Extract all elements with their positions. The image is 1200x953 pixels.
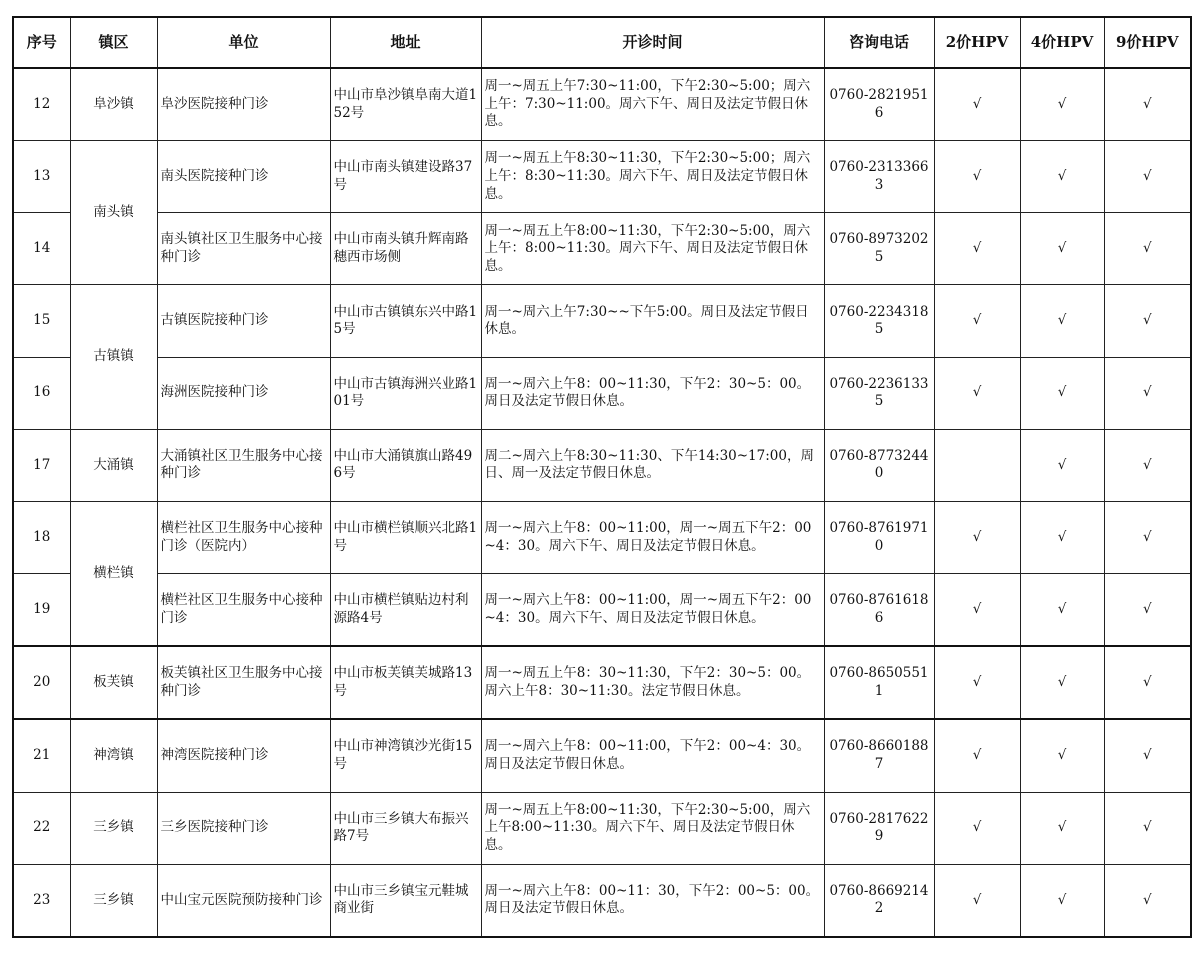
table-row [13,719,1191,792]
address-cell: 中山市三乡镇宝元鞋城商业街 [330,864,481,937]
hpv2-check: √ [934,792,1020,864]
unit-cell: 南头医院接种门诊 [157,141,330,213]
unit-cell: 大涌镇社区卫生服务中心接种门诊 [157,429,330,501]
table-row [13,285,1191,357]
hpv4-check: √ [1020,646,1104,719]
hpv4-check: √ [1020,501,1104,573]
table-row [13,864,1191,937]
hours-cell: 周一~周六上午8：00~11:30，下午2：30~5：00。周日及法定节假日休息。 [481,357,824,429]
hours-cell: 周一~周六上午8：00~11:00，周一~周五下午2：00~4：30。周六下午、周日及法定节假日休息。 [481,574,824,647]
hpv4-check: √ [1020,68,1104,141]
town-cell: 横栏镇 [70,501,157,646]
hpv2-check: √ [934,646,1020,719]
phone-cell: 0760-87619710 [824,501,934,573]
hpv4-check: √ [1020,792,1104,864]
hpv9-check: √ [1104,792,1191,864]
row-number: 14 [13,213,70,285]
hpv4-check: √ [1020,213,1104,285]
unit-cell: 三乡医院接种门诊 [157,792,330,864]
header-no: 序号 [13,17,70,68]
address-cell: 中山市南头镇建设路37号 [330,141,481,213]
table-row [13,213,1191,285]
town-cell: 板芙镇 [70,646,157,719]
row-number: 19 [13,574,70,647]
town-cell: 三乡镇 [70,864,157,937]
address-cell: 中山市神湾镇沙光街15号 [330,719,481,792]
hpv2-check [934,429,1020,501]
row-number: 18 [13,501,70,573]
hpv4-check: √ [1020,285,1104,357]
hours-cell: 周二~周六上午8:30~11:30、下午14:30~17:00，周日、周一及法定节假日休息。 [481,429,824,501]
hours-cell: 周一~周五上午8：30~11:30，下午2：30~5：00。周六上午8：30~11:30。法定节假日休息。 [481,646,824,719]
header-hours: 开诊时间 [481,17,824,68]
hpv2-check: √ [934,719,1020,792]
phone-cell: 0760-22361335 [824,357,934,429]
town-cell: 南头镇 [70,141,157,285]
unit-cell: 横栏社区卫生服务中心接种门诊（医院内） [157,501,330,573]
town-cell: 三乡镇 [70,792,157,864]
hpv9-check: √ [1104,429,1191,501]
hours-cell: 周一~周五上午8:00~11:30，下午2:30~5:00，周六上午8:00~11:30。周六下午、周日及法定节假日休息。 [481,792,824,864]
phone-cell: 0760-28176229 [824,792,934,864]
hpv9-check: √ [1104,141,1191,213]
unit-cell: 海洲医院接种门诊 [157,357,330,429]
address-cell: 中山市横栏镇贴边村利源路4号 [330,574,481,647]
vaccination-clinic-table [12,16,1192,938]
hpv9-check: √ [1104,574,1191,647]
unit-cell: 神湾医院接种门诊 [157,719,330,792]
phone-cell: 0760-86601887 [824,719,934,792]
unit-cell: 阜沙医院接种门诊 [157,68,330,141]
header-unit: 单位 [157,17,330,68]
table-row [13,574,1191,647]
hpv4-check: √ [1020,141,1104,213]
hpv4-check: √ [1020,357,1104,429]
hpv4-check: √ [1020,574,1104,647]
header-address: 地址 [330,17,481,68]
hours-cell: 周一~周五上午8:30~11:30，下午2:30~5:00；周六上午：8:30~11:30。周六下午、周日及法定节假日休息。 [481,141,824,213]
header-hpv9: 9价HPV [1104,17,1191,68]
hpv2-check: √ [934,501,1020,573]
address-cell: 中山市三乡镇大布振兴路7号 [330,792,481,864]
hpv9-check: √ [1104,357,1191,429]
hpv9-check: √ [1104,646,1191,719]
hpv4-check: √ [1020,429,1104,501]
address-cell: 中山市南头镇升辉南路穗西市场侧 [330,213,481,285]
address-cell: 中山市古镇海洲兴业路101号 [330,357,481,429]
phone-cell: 0760-86505511 [824,646,934,719]
phone-cell: 0760-22343185 [824,285,934,357]
row-number: 20 [13,646,70,719]
unit-cell: 古镇医院接种门诊 [157,285,330,357]
header-row [13,17,1191,68]
phone-cell: 0760-89732025 [824,213,934,285]
hpv2-check: √ [934,864,1020,937]
table-row [13,68,1191,141]
header-town: 镇区 [70,17,157,68]
hpv2-check: √ [934,68,1020,141]
phone-cell: 0760-23133663 [824,141,934,213]
hpv4-check: √ [1020,864,1104,937]
town-cell: 阜沙镇 [70,68,157,141]
hpv2-check: √ [934,141,1020,213]
unit-cell: 板芙镇社区卫生服务中心接种门诊 [157,646,330,719]
hpv2-check: √ [934,357,1020,429]
hpv4-check: √ [1020,719,1104,792]
address-cell: 中山市古镇镇东兴中路15号 [330,285,481,357]
hpv2-check: √ [934,574,1020,647]
hours-cell: 周一~周六上午8：00~11:00，下午2：00~4：30。周日及法定节假日休息。 [481,719,824,792]
hpv9-check: √ [1104,68,1191,141]
unit-cell: 横栏社区卫生服务中心接种门诊 [157,574,330,647]
hpv9-check: √ [1104,719,1191,792]
hpv2-check: √ [934,213,1020,285]
table-row [13,646,1191,719]
row-number: 12 [13,68,70,141]
hours-cell: 周一~周六上午7:30~~下午5:00。周日及法定节假日休息。 [481,285,824,357]
hpv2-check: √ [934,285,1020,357]
hpv9-check: √ [1104,285,1191,357]
hpv9-check: √ [1104,213,1191,285]
address-cell: 中山市阜沙镇阜南大道152号 [330,68,481,141]
table-row [13,792,1191,864]
header-hpv4: 4价HPV [1020,17,1104,68]
row-number: 21 [13,719,70,792]
row-number: 23 [13,864,70,937]
table-row [13,501,1191,573]
header-phone: 咨询电话 [824,17,934,68]
town-cell: 神湾镇 [70,719,157,792]
hours-cell: 周一~周六上午8：00~11：30，下午2：00~5：00。周日及法定节假日休息。 [481,864,824,937]
phone-cell: 0760-86692142 [824,864,934,937]
table-row [13,141,1191,213]
hpv9-check: √ [1104,501,1191,573]
hours-cell: 周一~周六上午8：00~11:00，周一~周五下午2：00~4：30。周六下午、周日及法定节假日休息。 [481,501,824,573]
address-cell: 中山市横栏镇顺兴北路1号 [330,501,481,573]
phone-cell: 0760-87732440 [824,429,934,501]
header-hpv2: 2价HPV [934,17,1020,68]
hpv9-check: √ [1104,864,1191,937]
hours-cell: 周一~周五上午8:00~11:30，下午2:30~5:00，周六上午：8:00~11:30。周六下午、周日及法定节假日休息。 [481,213,824,285]
address-cell: 中山市板芙镇芙城路13号 [330,646,481,719]
unit-cell: 中山宝元医院预防接种门诊 [157,864,330,937]
address-cell: 中山市大涌镇旗山路496号 [330,429,481,501]
phone-cell: 0760-28219516 [824,68,934,141]
row-number: 15 [13,285,70,357]
row-number: 13 [13,141,70,213]
row-number: 16 [13,357,70,429]
town-cell: 大涌镇 [70,429,157,501]
table-row [13,429,1191,501]
town-cell: 古镇镇 [70,285,157,429]
phone-cell: 0760-87616186 [824,574,934,647]
unit-cell: 南头镇社区卫生服务中心接种门诊 [157,213,330,285]
hours-cell: 周一~周五上午7:30~11:00，下午2:30~5:00；周六上午：7:30~11:00。周六下午、周日及法定节假日休息。 [481,68,824,141]
row-number: 17 [13,429,70,501]
table-row [13,357,1191,429]
row-number: 22 [13,792,70,864]
